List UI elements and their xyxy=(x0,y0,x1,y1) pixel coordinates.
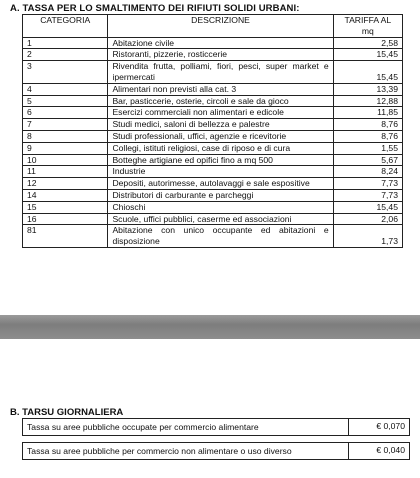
category-cell: 11 xyxy=(23,166,108,178)
tariff-cell: 2,58 xyxy=(333,37,402,49)
scan-divider xyxy=(0,315,420,339)
description-cell: Depositi, autorimesse, autolavaggi e sale espositive xyxy=(108,178,333,190)
table-row xyxy=(23,107,403,119)
category-cell: 10 xyxy=(23,154,108,166)
table-row xyxy=(23,189,403,201)
header-description: DESCRIZIONE xyxy=(108,15,333,38)
description-cell: Studi medici, saloni di bellezza e palestre xyxy=(108,119,333,131)
table-row xyxy=(23,119,403,131)
table-row xyxy=(23,61,403,84)
description-cell: Collegi, istituti religiosi, case di riposo e di cura xyxy=(108,142,333,154)
description-cell: Studi professionali, uffici, agenzie e ricevitorie xyxy=(108,130,333,142)
description-cell: Ristoranti, pizzerie, rosticcerie xyxy=(108,49,333,61)
table-row xyxy=(23,201,403,213)
category-cell: 14 xyxy=(23,189,108,201)
category-cell: 9 xyxy=(23,142,108,154)
tariff-cell: 5,67 xyxy=(333,154,402,166)
category-cell: 7 xyxy=(23,119,108,131)
table-row xyxy=(23,213,403,225)
table-row xyxy=(23,154,403,166)
header-tariff: TARIFFA AL mq xyxy=(333,15,402,38)
category-cell: 15 xyxy=(23,201,108,213)
tariff-cell: 13,39 xyxy=(333,83,402,95)
daily-tax-description: Tassa su aree pubbliche per commercio non alimentare o uso diverso xyxy=(23,443,349,460)
daily-tax-value: € 0,070 xyxy=(349,419,410,436)
description-cell: Botteghe artigiane ed opifici fino a mq 500 xyxy=(108,154,333,166)
description-cell: Abitazione civile xyxy=(108,37,333,49)
daily-tax-table xyxy=(22,418,410,460)
row-gap xyxy=(23,436,410,443)
tariff-cell: 12,88 xyxy=(333,95,402,107)
tariff-cell: 7,73 xyxy=(333,178,402,190)
tariff-cell: 8,24 xyxy=(333,166,402,178)
table-row xyxy=(23,225,403,248)
tariff-cell: 8,76 xyxy=(333,119,402,131)
description-cell: Bar, pasticcerie, osterie, circoli e sale da gioco xyxy=(108,95,333,107)
tariff-table xyxy=(22,14,403,248)
table-row xyxy=(23,130,403,142)
category-cell: 8 xyxy=(23,130,108,142)
daily-tax-value: € 0,040 xyxy=(349,443,410,460)
tariff-cell: 1,55 xyxy=(333,142,402,154)
description-cell: Chioschi xyxy=(108,201,333,213)
tariff-cell: 1,73 xyxy=(333,225,402,248)
tariff-cell: 15,45 xyxy=(333,61,402,84)
tariff-cell: 15,45 xyxy=(333,201,402,213)
description-cell: Scuole, uffici pubblici, caserme ed associazioni xyxy=(108,213,333,225)
table-row xyxy=(23,142,403,154)
tariff-cell: 11,85 xyxy=(333,107,402,119)
section-b-title: B. TARSU GIORNALIERA xyxy=(10,407,124,418)
section-a-title: A. TASSA PER LO SMALTIMENTO DEI RIFIUTI SOLIDI URBANI: xyxy=(10,3,300,14)
category-cell: 1 xyxy=(23,37,108,49)
description-cell: Esercizi commerciali non alimentari e edicole xyxy=(108,107,333,119)
category-cell: 5 xyxy=(23,95,108,107)
tariff-cell: 15,45 xyxy=(333,49,402,61)
category-cell: 2 xyxy=(23,49,108,61)
table-row xyxy=(23,49,403,61)
table-row xyxy=(23,37,403,49)
table-row xyxy=(23,83,403,95)
description-cell: Alimentari non previsti alla cat. 3 xyxy=(108,83,333,95)
tariff-cell: 2,06 xyxy=(333,213,402,225)
tariff-table-header xyxy=(23,15,403,38)
description-cell: Distributori di carburante e parcheggi xyxy=(108,189,333,201)
category-cell: 12 xyxy=(23,178,108,190)
category-cell: 4 xyxy=(23,83,108,95)
daily-tax-description: Tassa su aree pubbliche occupate per commercio alimentare xyxy=(23,419,349,436)
table-row xyxy=(23,95,403,107)
tariff-cell: 7,73 xyxy=(333,189,402,201)
table-row xyxy=(23,166,403,178)
category-cell: 81 xyxy=(23,225,108,248)
description-cell: Industrie xyxy=(108,166,333,178)
header-category: CATEGORIA xyxy=(23,15,108,38)
category-cell: 16 xyxy=(23,213,108,225)
description-cell: Abitazione con unico occupante ed abitazioni e disposizione xyxy=(108,225,333,248)
tariff-cell: 8,76 xyxy=(333,130,402,142)
table-row xyxy=(23,443,410,460)
table-row xyxy=(23,178,403,190)
table-row xyxy=(23,419,410,436)
description-cell: Rivendita frutta, polliami, fiori, pesci, super market e ipermercati xyxy=(108,61,333,84)
category-cell: 6 xyxy=(23,107,108,119)
category-cell: 3 xyxy=(23,61,108,84)
